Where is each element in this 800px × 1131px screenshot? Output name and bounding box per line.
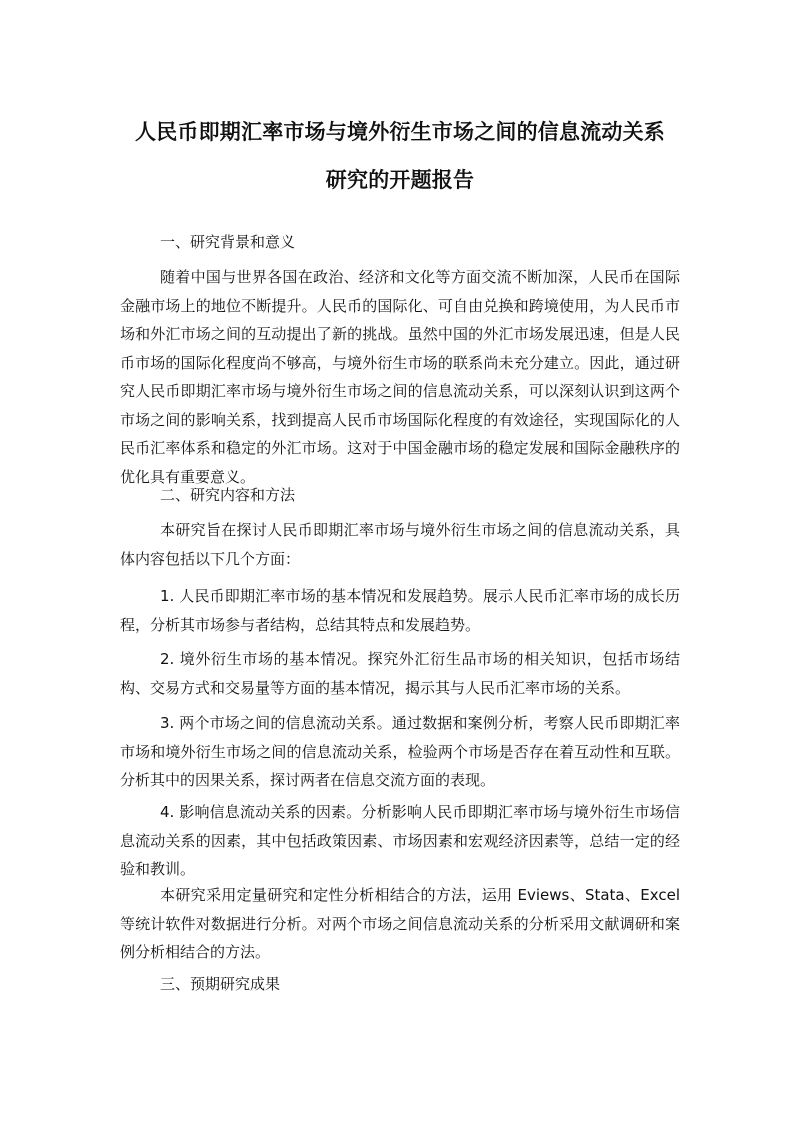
paragraph-background: 随着中国与世界各国在政治、经济和文化等方面交流不断加深，人民币在国际金融市场上的地位不断提升。人民币的国际化、可自由兑换和跨境使用，为人民币市场和外汇市场之间的互动提出了新的挑战。虽然中国的外汇市场发展迅速，但是人民币市场的国际化程度尚不够高，与境外衍生市场的联系尚未充分建立。因此，通过研究人民币即期汇率市场与境外衍生市场之间的信息流动关系，可以深刻认识到这两个市场之间的影响关系，找到提高人民币市场国际化程度的有效途径，实现国际化的人民币汇率体系和稳定的外汇市场。这对于中国金融市场的稳定发展和国际金融秩序的优化具有重要意义。: [120, 268, 680, 486]
document-title-line2: 研究的开题报告: [325, 168, 475, 192]
list-item-4: 4. 影响信息流动关系的因素。分析影响人民币即期汇率市场与境外衍生市场信息流动关系的因素，其中包括政策因素、市场因素和宏观经济因素等，总结一定的经验和教训。: [120, 803, 680, 878]
paragraph-methods: 本研究采用定量研究和定性分析相结合的方法，运用 Eviews、Stata、Excel 等统计软件对数据进行分析。对两个市场之间信息流动关系的分析采用文献调研和案例分析相结合的方法。: [120, 886, 680, 961]
section-heading-content-methods: 二、研究内容和方法: [160, 486, 296, 504]
section-heading-expected-results: 三、预期研究成果: [160, 975, 281, 993]
list-item-1: 1. 人民币即期汇率市场的基本情况和发展趋势。展示人民币汇率市场的成长历程，分析其市场参与者结构，总结其特点和发展趋势。: [120, 587, 680, 634]
list-item-2: 2. 境外衍生市场的基本情况。探究外汇衍生品市场的相关知识，包括市场结构、交易方式和交易量等方面的基本情况，揭示其与人民币汇率市场的关系。: [120, 650, 680, 697]
list-item-3: 3. 两个市场之间的信息流动关系。通过数据和案例分析，考察人民币即期汇率市场和境外衍生市场之间的信息流动关系，检验两个市场是否存在着互动性和互联。分析其中的因果关系，探讨两者在信息交流方面的表现。: [120, 714, 680, 789]
section-heading-background: 一、研究背景和意义: [160, 233, 296, 251]
paragraph-research-aim: 本研究旨在探讨人民币即期汇率市场与境外衍生市场之间的信息流动关系，具体内容包括以下几个方面：: [120, 521, 680, 568]
document-title-line1: 人民币即期汇率市场与境外衍生市场之间的信息流动关系: [135, 120, 665, 144]
